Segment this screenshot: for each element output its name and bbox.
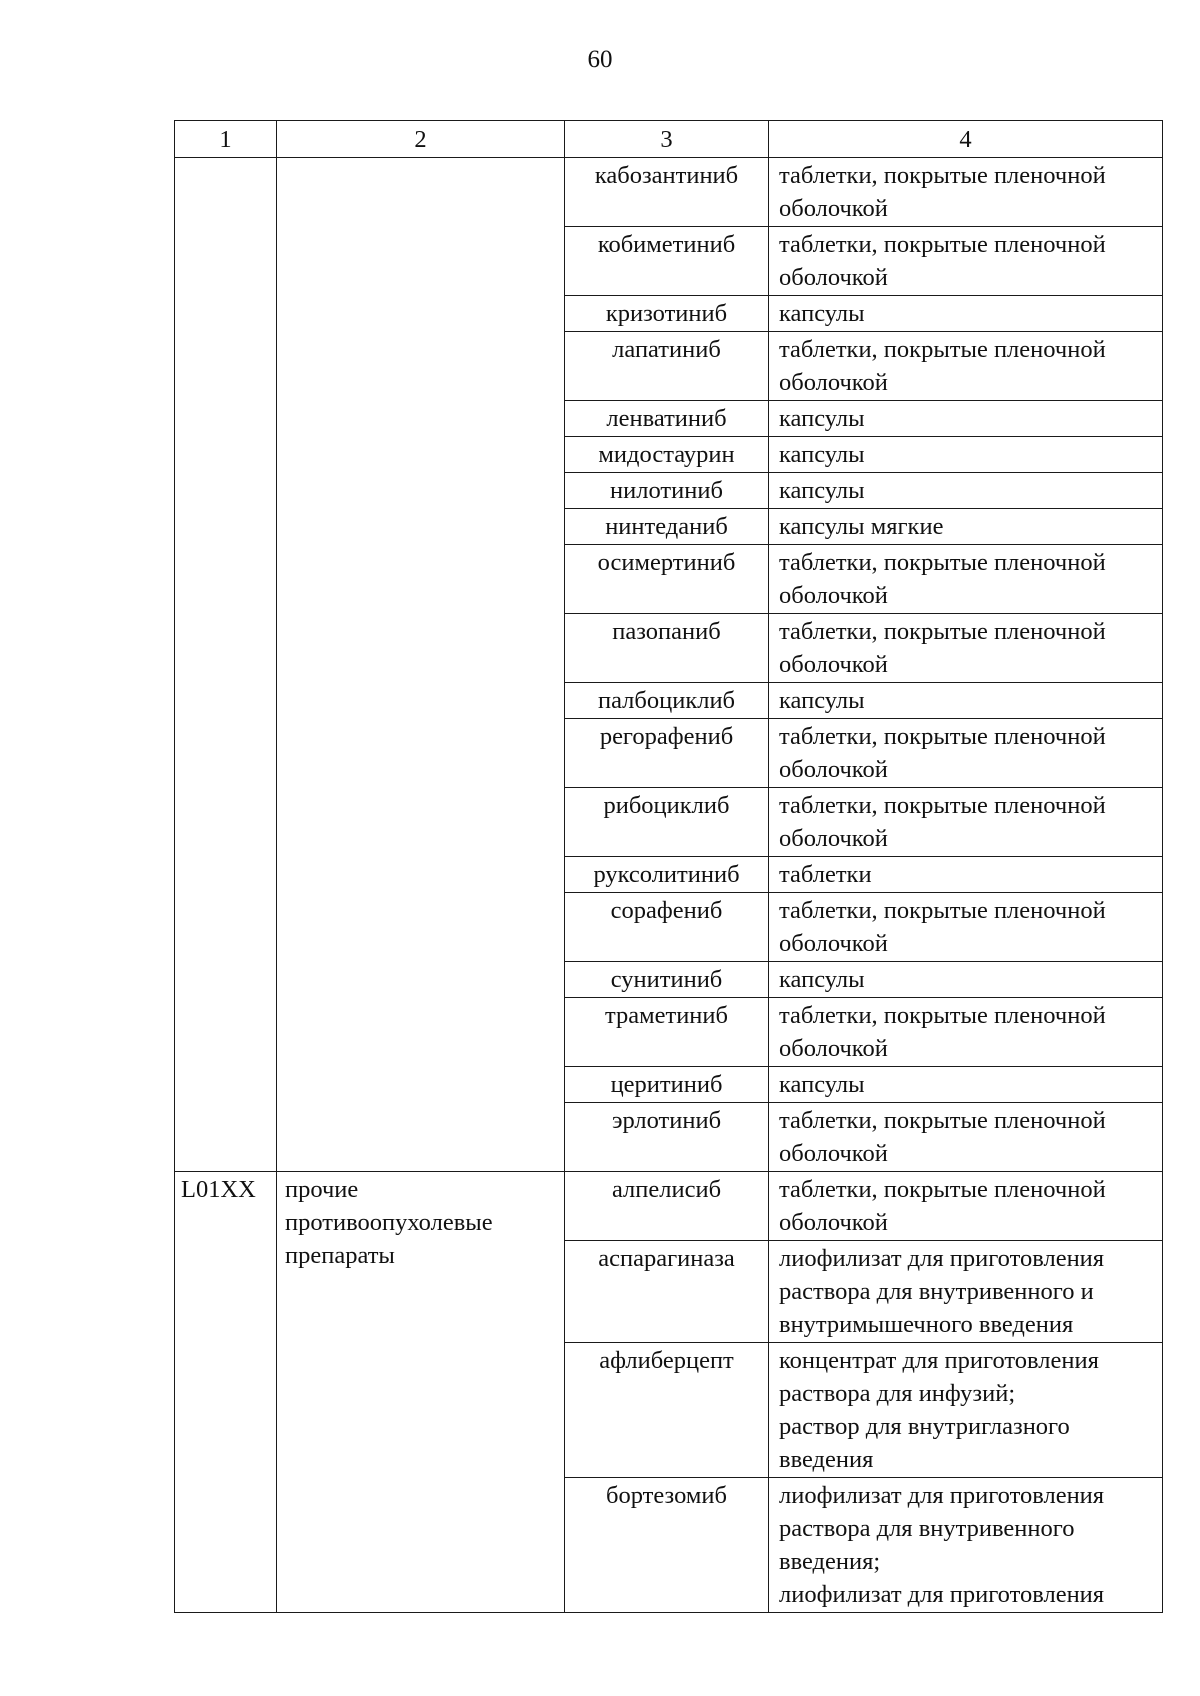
text-line: препараты (285, 1242, 395, 1269)
group-name-cell (277, 1172, 565, 1613)
text-line: противоопухолевые (285, 1209, 493, 1236)
text-line: оболочкой (779, 930, 888, 957)
dosage-form-cell (769, 509, 1163, 545)
drug-name-cell: сунитиниб (565, 962, 769, 998)
dosage-form-cell (769, 683, 1163, 719)
drug-name-cell: сорафениб (565, 893, 769, 962)
drug-name-cell: нинтеданиб (565, 509, 769, 545)
drug-table (174, 120, 1163, 1613)
table-row (175, 158, 1163, 227)
drug-name-cell: осимертиниб (565, 545, 769, 614)
text-line: таблетки, покрытые пленочной (779, 618, 1106, 645)
text-line: раствора для внутривенного и (779, 1278, 1094, 1305)
column-header: 2 (277, 121, 565, 158)
group-cell-empty (277, 158, 565, 1172)
text-line: таблетки, покрытые пленочной (779, 1002, 1106, 1029)
dosage-form-cell (769, 1478, 1163, 1613)
text-line: таблетки, покрытые пленочной (779, 162, 1106, 189)
drug-name-cell: ленватиниб (565, 401, 769, 437)
dosage-form-cell (769, 545, 1163, 614)
dosage-form-cell (769, 227, 1163, 296)
drug-name-cell: кобиметиниб (565, 227, 769, 296)
text-line: таблетки, покрытые пленочной (779, 336, 1106, 363)
text-line: таблетки (779, 861, 872, 888)
text-line: капсулы мягкие (779, 513, 944, 540)
text-line: лиофилизат для приготовления (779, 1581, 1105, 1608)
text-line: оболочкой (779, 582, 888, 609)
text-line: оболочкой (779, 756, 888, 783)
dosage-form-cell (769, 1241, 1163, 1343)
dosage-form-cell (769, 788, 1163, 857)
header-row (175, 121, 1163, 158)
dosage-form-cell (769, 437, 1163, 473)
text-line: капсулы (779, 300, 865, 327)
drug-name-cell: рибоциклиб (565, 788, 769, 857)
page-number: 60 (587, 46, 613, 73)
text-line: раствор для внутриглазного (779, 1413, 1070, 1440)
column-header: 4 (769, 121, 1163, 158)
drug-name-cell: нилотиниб (565, 473, 769, 509)
drug-name-cell: регорафениб (565, 719, 769, 788)
text-line: таблетки, покрытые пленочной (779, 1107, 1106, 1134)
code-cell-empty (175, 158, 277, 1172)
drug-name-cell: пазопаниб (565, 614, 769, 683)
dosage-form-cell (769, 332, 1163, 401)
text-line: капсулы (779, 477, 865, 504)
text-line: введения; (779, 1548, 881, 1575)
text-line: оболочкой (779, 1035, 888, 1062)
text-line: введения (779, 1446, 874, 1473)
dosage-form-cell (769, 857, 1163, 893)
drug-name-cell: афлиберцепт (565, 1343, 769, 1478)
drug-name-cell: кабозантиниб (565, 158, 769, 227)
dosage-form-cell (769, 719, 1163, 788)
drug-name-cell: эрлотиниб (565, 1103, 769, 1172)
text-line: капсулы (779, 441, 865, 468)
drug-name-cell: палбоциклиб (565, 683, 769, 719)
text-line: внутримышечного введения (779, 1311, 1074, 1338)
text-line: оболочкой (779, 651, 888, 678)
text-line: раствора для внутривенного (779, 1515, 1075, 1542)
text-line: раствора для инфузий; (779, 1380, 1016, 1407)
dosage-form-cell (769, 401, 1163, 437)
drug-name-cell: мидостаурин (565, 437, 769, 473)
text-line: оболочкой (779, 195, 888, 222)
text-line: капсулы (779, 1071, 865, 1098)
drug-name-cell: лапатиниб (565, 332, 769, 401)
text-line: таблетки, покрытые пленочной (779, 1176, 1106, 1203)
text-line: лиофилизат для приготовления (779, 1245, 1105, 1272)
atc-code-cell: L01XX (175, 1172, 277, 1613)
dosage-form-cell (769, 998, 1163, 1067)
text-line: оболочкой (779, 1209, 888, 1236)
text-line: таблетки, покрытые пленочной (779, 897, 1106, 924)
drug-name-cell: траметиниб (565, 998, 769, 1067)
text-line: капсулы (779, 405, 865, 432)
drug-name-cell: аспарагиназа (565, 1241, 769, 1343)
drug-name-cell: бортезомиб (565, 1478, 769, 1613)
dosage-form-cell (769, 473, 1163, 509)
drug-name-cell: кризотиниб (565, 296, 769, 332)
dosage-form-cell (769, 893, 1163, 962)
drug-name-cell: руксолитиниб (565, 857, 769, 893)
dosage-form-cell (769, 962, 1163, 998)
text-line: таблетки, покрытые пленочной (779, 231, 1106, 258)
text-line: таблетки, покрытые пленочной (779, 549, 1106, 576)
drug-name-cell: церитиниб (565, 1067, 769, 1103)
dosage-form-cell (769, 1172, 1163, 1241)
dosage-form-cell (769, 614, 1163, 683)
text-line: оболочкой (779, 264, 888, 291)
dosage-form-cell (769, 1067, 1163, 1103)
text-line: оболочкой (779, 825, 888, 852)
text-line: лиофилизат для приготовления (779, 1482, 1105, 1509)
dosage-form-cell (769, 296, 1163, 332)
column-header: 1 (175, 121, 277, 158)
text-line: капсулы (779, 966, 865, 993)
text-line: оболочкой (779, 1140, 888, 1167)
dosage-form-cell (769, 158, 1163, 227)
column-header: 3 (565, 121, 769, 158)
text-line: прочие (285, 1176, 359, 1203)
drug-name-cell: алпелисиб (565, 1172, 769, 1241)
text-line: таблетки, покрытые пленочной (779, 792, 1106, 819)
dosage-form-cell (769, 1103, 1163, 1172)
text-line: капсулы (779, 687, 865, 714)
dosage-form-cell (769, 1343, 1163, 1478)
table-row (175, 1172, 1163, 1241)
text-line: оболочкой (779, 369, 888, 396)
text-line: таблетки, покрытые пленочной (779, 723, 1106, 750)
text-line: концентрат для приготовления (779, 1347, 1099, 1374)
